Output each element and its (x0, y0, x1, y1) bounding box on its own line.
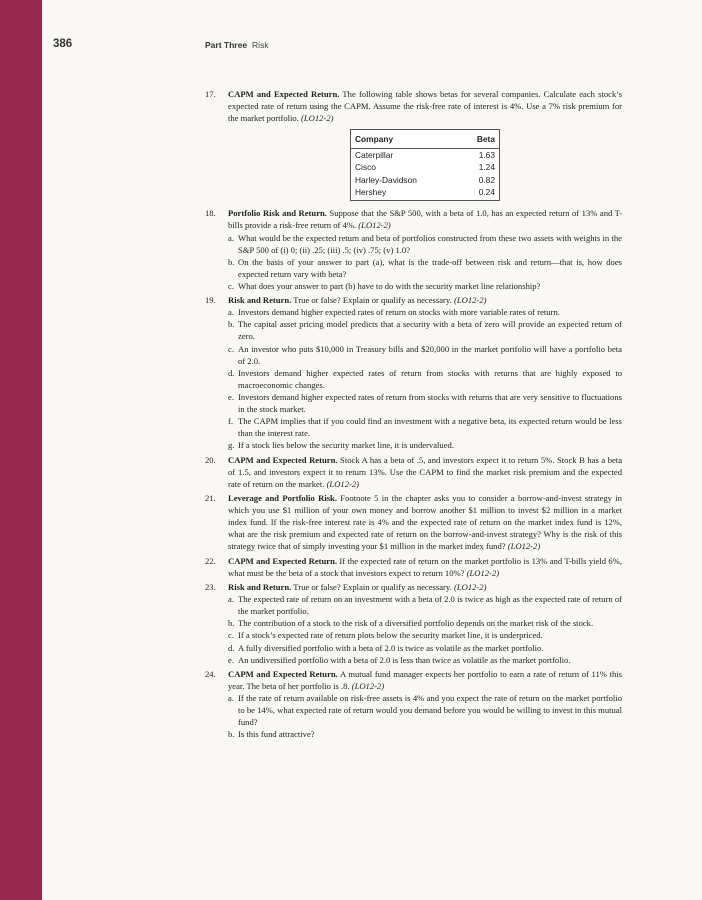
sub-label: g. (228, 440, 235, 451)
problem-text: Footnote 5 in the chapter asks you to consider a borrow-and-invest strategy in which you use $1 million of your own money and borrow another $1 million to invest $2 million in a market index fund. If the risk-free interest rate is 4% and the expected rate of return on the market index fund is 12%, what are the risk premium and expected rate of return on the borrow-and-invest strategy? Why is the risk of this strategy twice that of simply investing your $1 million in the market index fund? (228, 493, 622, 552)
sub-text: The expected rate of return on an investment with a beta of 2.0 is twice as high as the expected rate of return of the market portfolio. (238, 594, 622, 617)
sub-question (228, 629, 622, 641)
sub-text: A fully diversified portfolio with a beta of 2.0 is twice as volatile as the market portfolio. (238, 642, 544, 653)
problem-text: Stock A has a beta of .5, and investors expect it to return 5%. Stock B has a beta of 1.5, and investors expect it to return 13%. Use the CAPM to find the market risk premium and the expected rate of return on the market. (228, 454, 623, 489)
learning-objective: (LO12-2) (453, 582, 487, 593)
section-label: Risk (252, 40, 269, 50)
sub-text: The capital asset pricing model predicts that a security with a beta of zero will provide an expected return of zero. (238, 319, 622, 342)
beta-cell: 0.24 (478, 186, 495, 197)
problem-17 (205, 88, 622, 124)
sub-text: Investors demand higher expected rates of return on stocks with more variable rates of return. (238, 307, 560, 318)
problem-23 (205, 581, 622, 666)
sub-text: The CAPM implies that if you could find an investment with a negative beta, its expected return would be less than the interest rate. (238, 416, 622, 439)
beta-cell: 1.24 (478, 162, 495, 173)
company-cell: Harley-Davidson (355, 174, 417, 185)
problem-title: CAPM and Expected Return. (228, 668, 338, 679)
learning-objective: (LO12-2) (466, 567, 500, 578)
problem-text: The following table shows betas for several companies. Calculate each stock’s expected rate of return using the CAPM. Assume the risk-free rate of interest is 4%. Use a 7% risk premium for the market portfolio. (228, 89, 622, 124)
column-header-beta: Beta (467, 130, 500, 148)
part-section-label (205, 40, 269, 50)
problem-number: 22. (205, 555, 216, 566)
problem-text: If the expected rate of return on the market portfolio is 13% and T-bills yield 6%, what must be the beta of a stock that investors expect to return 10%? (228, 555, 622, 578)
table-row (351, 186, 500, 201)
sub-question (228, 232, 622, 256)
problem-number: 20. (205, 454, 216, 465)
sub-label: c. (228, 343, 234, 354)
table-row (351, 148, 500, 161)
table-row (351, 161, 500, 173)
sub-label: b. (228, 729, 235, 740)
sub-label: a. (228, 232, 234, 243)
sub-question (228, 256, 622, 280)
learning-objective: (LO12-2) (351, 681, 385, 691)
beta-table (350, 129, 500, 201)
problem-text: True or false? Explain or qualify as necessary. (291, 582, 454, 593)
sub-text: Is this fund attractive? (238, 729, 315, 740)
sub-label: f. (228, 416, 234, 427)
problem-title: CAPM and Expected Return. (228, 454, 338, 465)
problem-number: 17. (205, 89, 216, 99)
problem-number: 23. (205, 582, 216, 593)
sub-label: b. (228, 618, 235, 629)
sub-label: c. (228, 630, 234, 641)
sub-label: a. (228, 693, 234, 704)
sub-label: c. (228, 280, 234, 291)
problem-number: 24. (205, 668, 216, 679)
company-cell: Caterpillar (355, 149, 394, 160)
sub-label: d. (228, 642, 235, 653)
learning-objective: (LO12-2) (507, 541, 541, 552)
sub-text: What would be the expected return and beta of portfolios constructed from these two assets with weights in the S&P 500 of (i) 0; (ii) .25; (iii) .5; (iv) .75; (v) 1.0? (238, 232, 622, 255)
sub-text: An undiversified portfolio with a beta of 2.0 is less than twice as volatile as the market portfolio. (238, 654, 571, 665)
sub-text: If a stock lies below the security market line, it is undervalued. (238, 440, 454, 451)
page-edge-band (0, 0, 42, 900)
beta-cell: 0.82 (478, 174, 495, 185)
sub-text: Investors demand higher expected rates of return from stocks with returns that are highly exposed to macroeconomic changes. (238, 367, 622, 390)
problem-title: Portfolio Risk and Return. (228, 208, 327, 219)
problem-number: 19. (205, 295, 216, 306)
beta-table-wrapper (228, 129, 622, 201)
sub-label: d. (228, 367, 235, 378)
problem-title: Risk and Return. (228, 295, 292, 306)
problem-text: True or false? Explain or qualify as necessary. (291, 295, 454, 306)
problem-22 (205, 555, 622, 579)
table-header-row (351, 130, 500, 148)
running-header (53, 38, 653, 54)
sub-question (228, 318, 622, 342)
sub-label: a. (228, 307, 234, 318)
sub-text: Investors demand higher expected rates of return from stocks with returns that are very sensitive to fluctuations in the stock market. (238, 391, 622, 414)
problem-text: Suppose that the S&P 500, with a beta of 1.0, has an expected return of 13% and T-bills provide a risk-free return of 4%. (228, 208, 622, 231)
problem-title: Leverage and Portfolio Risk. (228, 493, 337, 504)
sub-label: b. (228, 319, 235, 330)
sub-text: An investor who puts $10,000 in Treasury bills and $20,000 in the market portfolio will have a portfolio beta of 2.0. (238, 343, 622, 366)
sub-label: b. (228, 256, 235, 267)
company-cell: Hershey (355, 186, 387, 197)
learning-objective: (LO12-2) (326, 478, 360, 489)
problem-18 (205, 207, 622, 292)
problem-text: A mutual fund manager expects her portfolio to earn a rate of return of 11% this year. The beta of her portfolio is .8. (228, 668, 622, 691)
sub-question (228, 306, 622, 318)
sub-text: The contribution of a stock to the risk of a diversified portfolio depends on the market risk of the stock. (238, 618, 594, 629)
sub-label: e. (228, 654, 234, 665)
sub-question (228, 728, 622, 740)
sub-text: If the rate of return available on risk-free assets is 4% and you expect the rate of return on the market portfolio to be 14%, what expected rate of return would you demand before you would be willing to invest in this mutual fund? (238, 693, 623, 728)
sub-question (228, 343, 622, 367)
part-label: Part Three (205, 40, 248, 50)
sub-question (228, 654, 622, 666)
sub-question (228, 642, 622, 654)
problem-title: CAPM and Expected Return. (228, 555, 338, 566)
column-header-company: Company (351, 130, 468, 148)
sub-question (228, 415, 622, 439)
problem-19 (205, 294, 622, 451)
sub-text: What does your answer to part (b) have to do with the security market line relationship? (238, 280, 541, 291)
sub-question (228, 367, 622, 391)
beta-cell: 1.63 (478, 149, 495, 160)
sub-question (228, 617, 622, 629)
problem-24 (205, 668, 622, 741)
sub-text: On the basis of your answer to part (a), what is the trade-off between risk and return—that is, how does expected return vary with beta? (238, 256, 622, 279)
sub-label: e. (228, 391, 234, 402)
problem-21 (205, 492, 622, 552)
learning-objective: (LO12-2) (453, 295, 487, 306)
problem-title: CAPM and Expected Return. (228, 89, 340, 99)
problem-number: 21. (205, 493, 216, 504)
problem-title: Risk and Return. (228, 582, 292, 593)
sub-question (228, 439, 622, 451)
problem-20 (205, 454, 622, 490)
learning-objective: (LO12-2) (358, 220, 391, 231)
sub-question (228, 692, 622, 728)
sub-label: a. (228, 594, 234, 605)
page-number: 386 (53, 38, 73, 50)
table-row (351, 174, 500, 186)
sub-question (228, 280, 622, 292)
learning-objective: (LO12-2) (301, 113, 334, 124)
sub-text: If a stock’s expected rate of return plots below the security market line, it is underpriced. (238, 630, 543, 641)
problem-number: 18. (205, 208, 216, 219)
company-cell: Cisco (355, 162, 376, 173)
problem-list (205, 88, 622, 743)
sub-question (228, 391, 622, 415)
sub-question (228, 593, 622, 617)
